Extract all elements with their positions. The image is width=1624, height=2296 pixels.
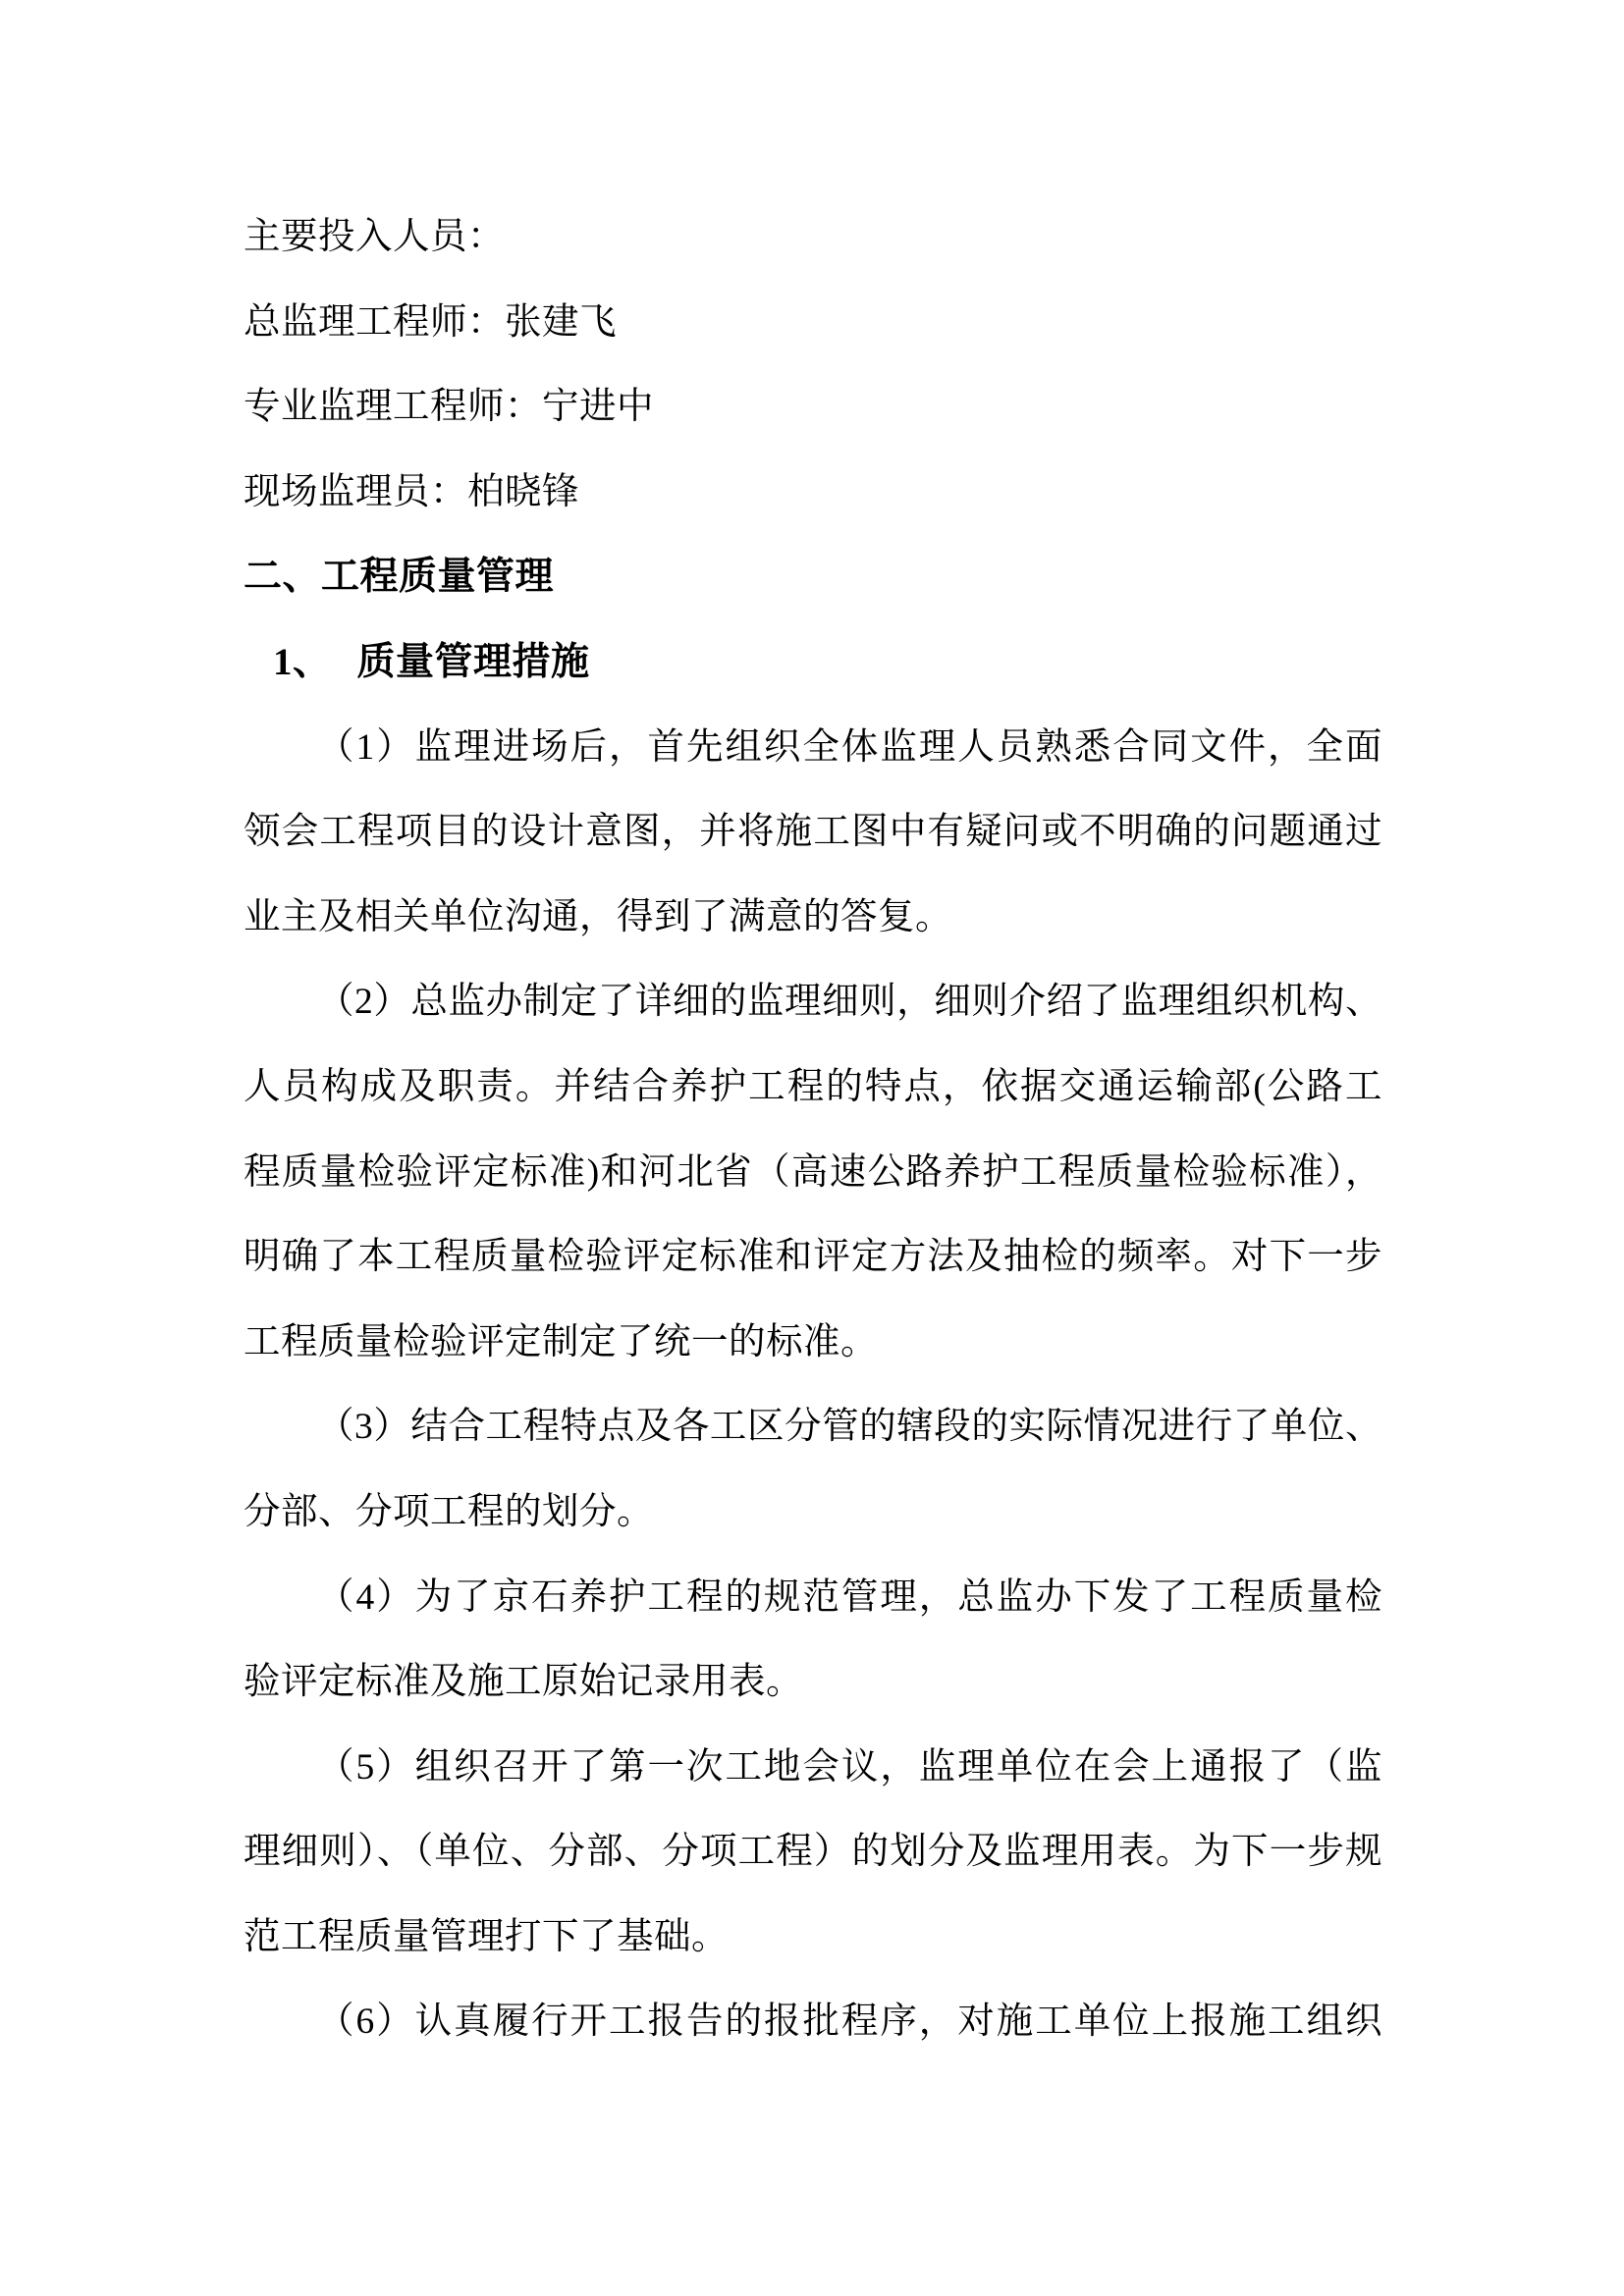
personnel-heading-line: 主要投入人员： — [244, 217, 505, 257]
paragraph-3-line-1: （3）结合工程特点及各工区分管的辖段的实际情况进行了单位、 — [317, 1407, 1382, 1448]
paragraph-5-line-1: （5）组织召开了第一次工地会议，监理单位在会上通报了（监 — [317, 1746, 1382, 1788]
paragraph-3-line-2: 分部、分项工程的划分。 — [244, 1491, 654, 1532]
subsection-heading — [244, 620, 1382, 706]
paragraph-2-line-2: 人员构成及职责。并结合养护工程的特点，依据交通运输部(公路工 — [244, 1066, 1382, 1107]
paragraph-6-line-1: （6）认真履行开工报告的报批程序，对施工单位上报施工组织 — [317, 2002, 1382, 2043]
chief-supervisor-line: 总监理工程师：张建飞 — [244, 301, 617, 343]
subsection-title: 质量管理措施 — [356, 640, 590, 683]
text-content — [244, 195, 1382, 2065]
paragraph-4-line-1: （4）为了京石养护工程的规范管理，总监办下发了工程质量检 — [317, 1576, 1382, 1618]
paragraph-2-line-4: 明确了本工程质量检验评定标准和评定方法及抽检的频率。对下一步 — [244, 1237, 1382, 1278]
paragraph-1-line-1: （1）监理进场后，首先组织全体监理人员熟悉合同文件，全面 — [317, 726, 1382, 768]
paragraph-2-line-1: （2）总监办制定了详细的监理细则，细则介绍了监理组织机构、 — [317, 982, 1382, 1023]
paragraph-5-line-2: 理细则）、（单位、分部、分项工程）的划分及监理用表。为下一步规 — [244, 1832, 1382, 1873]
section-heading: 二、工程质量管理 — [244, 556, 555, 599]
paragraph-2-line-3: 程质量检验评定标准)和河北省（高速公路养护工程质量检验标准）， — [244, 1151, 1382, 1193]
specialty-supervisor-line: 专业监理工程师：宁进中 — [244, 387, 654, 428]
paragraph-5-line-3: 范工程质量管理打下了基础。 — [244, 1916, 729, 1957]
paragraph-4-line-2: 验评定标准及施工原始记录用表。 — [244, 1662, 803, 1703]
paragraph-1-line-3: 业主及相关单位沟通，得到了满意的答复。 — [244, 896, 952, 937]
paragraph-1-line-2: 领会工程项目的设计意图，并将施工图中有疑问或不明确的问题通过 — [244, 812, 1382, 853]
subsection-number: 1、 — [273, 640, 332, 683]
paragraph-2-line-5: 工程质量检验评定制定了统一的标准。 — [244, 1321, 878, 1362]
site-supervisor-line: 现场监理员：柏晓锋 — [244, 471, 579, 512]
